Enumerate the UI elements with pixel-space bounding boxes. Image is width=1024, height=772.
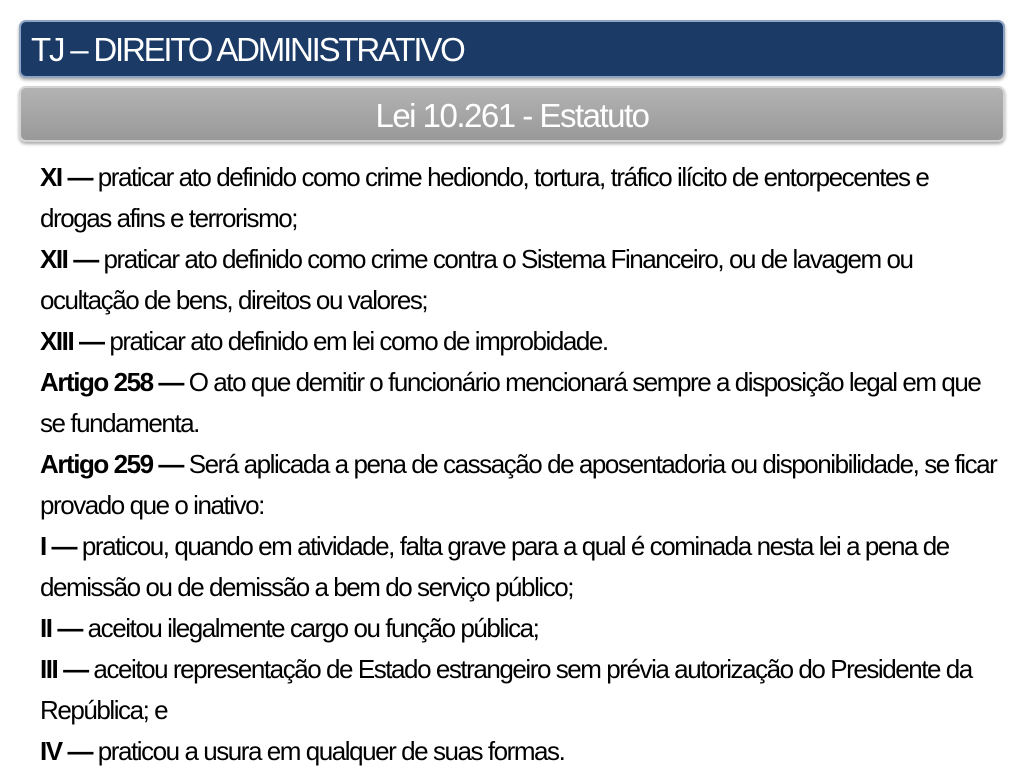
- paragraph-iii: [40, 649, 1000, 731]
- paragraph-artigo-258: [40, 362, 1000, 444]
- paragraph-label: IV —: [40, 736, 92, 766]
- paragraph-text: praticou, quando em atividade, falta grave para a qual é cominada nesta lei a pena de demissão ou de demissão a bem do serviço público;: [40, 531, 949, 602]
- paragraph-text: praticar ato definido como crime contra o Sistema Financeiro, ou de lavagem ou ocultação de bens, direitos ou valores;: [40, 244, 913, 315]
- paragraph-label: XI —: [40, 162, 92, 192]
- paragraph-text: praticou a usura em qualquer de suas formas.: [92, 736, 565, 766]
- subtitle-bar: [19, 86, 1005, 142]
- paragraph-iv: [40, 731, 1000, 772]
- slide-subtitle: Lei 10.261 - Estatuto: [375, 97, 649, 134]
- paragraph-label: I —: [40, 531, 77, 561]
- paragraph-text: O ato que demitir o funcionário mencionará sempre a disposição legal em que se fundamenta.: [40, 367, 981, 438]
- slide-title: TJ – DIREITO ADMINISTRATIVO: [31, 31, 464, 68]
- slide-body: [40, 157, 1000, 772]
- paragraph-label: XIII —: [40, 326, 104, 356]
- paragraph-label: Artigo 258 —: [40, 367, 183, 397]
- paragraph-artigo-259: [40, 444, 1000, 526]
- paragraph-label: Artigo 259 —: [40, 449, 183, 479]
- paragraph-text: praticar ato definido como crime hediondo, tortura, tráfico ilícito de entorpecentes e drogas afins e terrorismo;: [40, 162, 929, 233]
- paragraph-text: aceitou ilegalmente cargo ou função pública;: [81, 613, 539, 643]
- paragraph-ii: [40, 608, 1000, 649]
- paragraph-label: XII —: [40, 244, 98, 274]
- paragraph-xiii: [40, 321, 1000, 362]
- paragraph-text: praticar ato definido em lei como de improbidade.: [103, 326, 608, 356]
- paragraph-i: [40, 526, 1000, 608]
- paragraph-text: Será aplicada a pena de cassação de aposentadoria ou disponibilidade, se ficar provado que o inativo:: [40, 449, 997, 520]
- paragraph-label: III —: [40, 654, 88, 684]
- paragraph-xii: [40, 239, 1000, 321]
- paragraph-text: aceitou representação de Estado estrangeiro sem prévia autorização do Presidente da República; e: [40, 654, 972, 725]
- title-bar: [19, 20, 1005, 78]
- paragraph-label: II —: [40, 613, 82, 643]
- paragraph-xi: [40, 157, 1000, 239]
